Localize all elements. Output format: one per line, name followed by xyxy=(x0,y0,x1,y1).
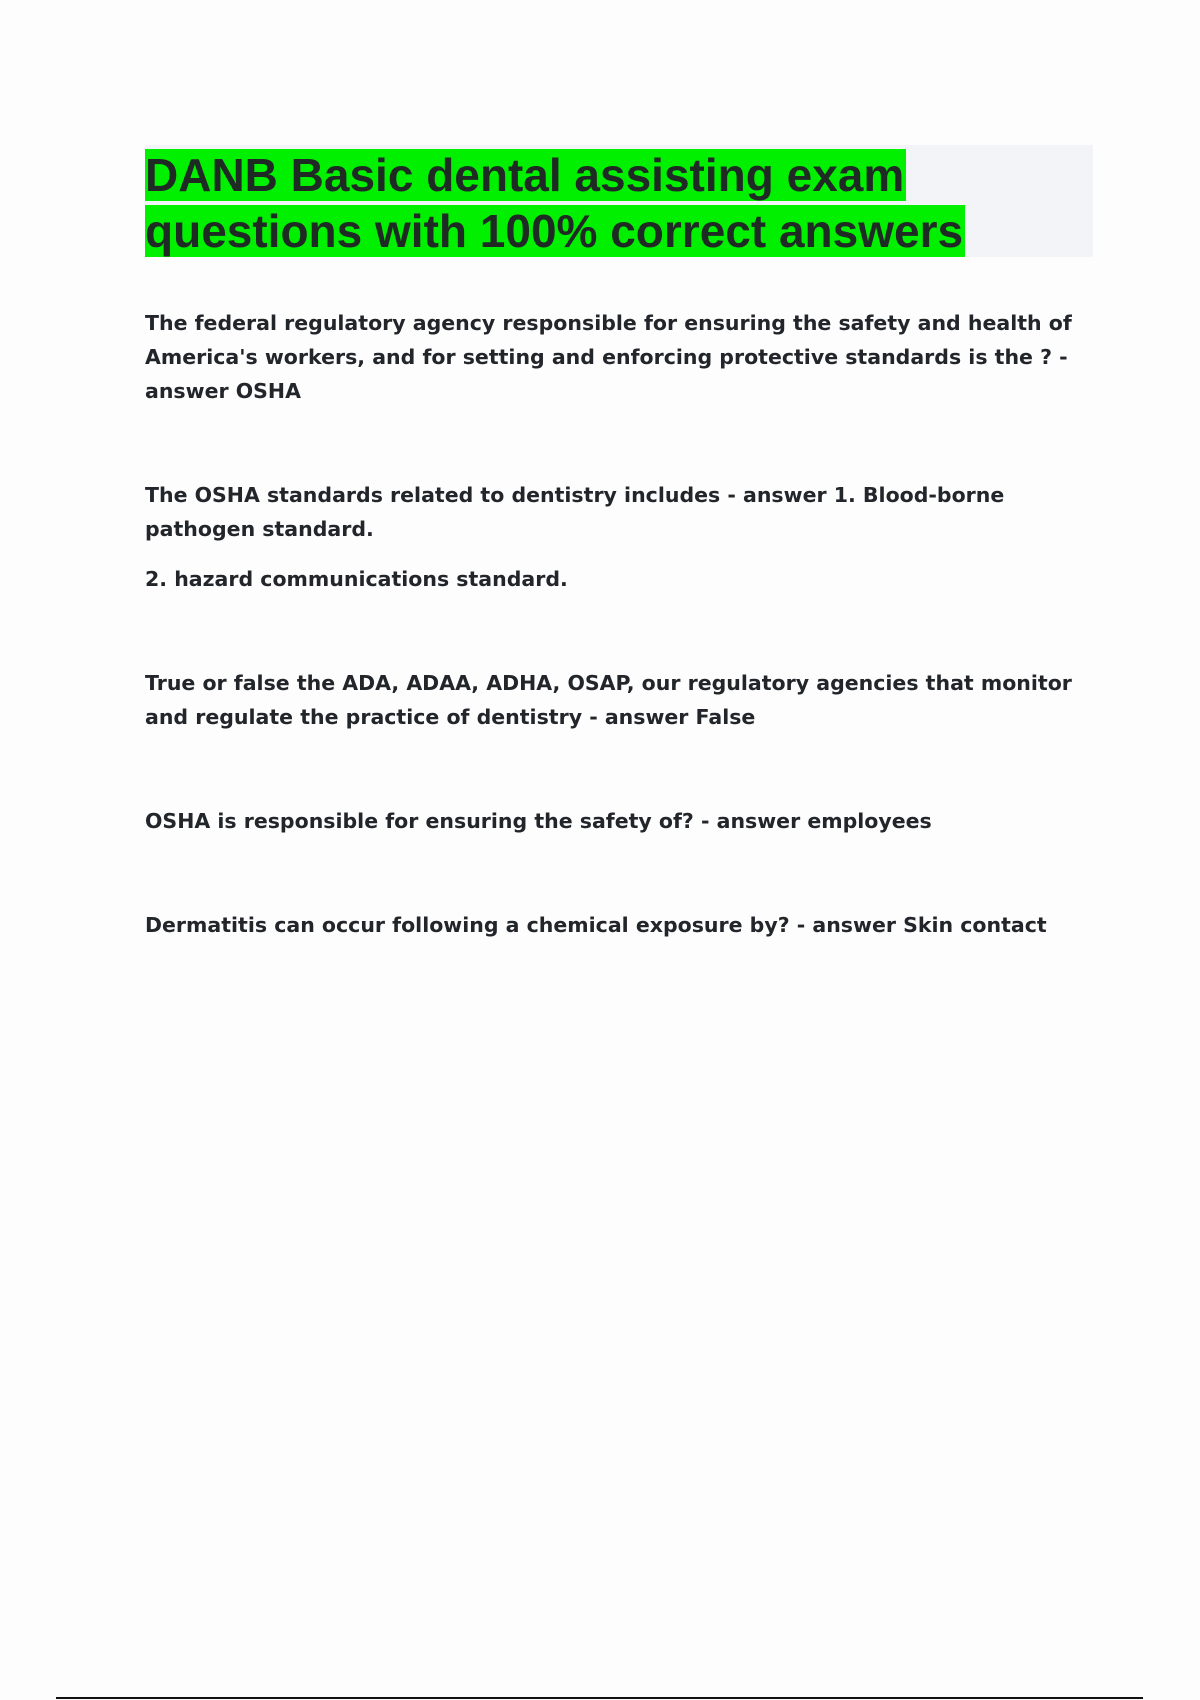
footer-divider xyxy=(56,1697,1143,1699)
qa-item-2 xyxy=(145,478,1085,596)
qa-text: The OSHA standards related to dentistry includes - answer 1. Blood-borne pathogen standard. xyxy=(145,483,1005,541)
qa-text: The federal regulatory agency responsible for ensuring the safety and health of America's workers, and for setting and enforcing protective standards is the ? - answer OSHA xyxy=(145,311,1072,403)
qa-list xyxy=(145,306,1085,1012)
qa-item-5 xyxy=(145,908,1085,942)
qa-item-3 xyxy=(145,666,1085,734)
document-title xyxy=(145,147,1075,259)
qa-text: True or false the ADA, ADAA, ADHA, OSAP, our regulatory agencies that monitor and regulate the practice of dentistry - answer False xyxy=(145,671,1072,729)
qa-item-4 xyxy=(145,804,1085,838)
qa-item-1 xyxy=(145,306,1085,408)
qa-text: Dermatitis can occur following a chemical exposure by? - answer Skin contact xyxy=(145,913,1047,937)
qa-continuation: 2. hazard communications standard. xyxy=(145,567,568,591)
title-highlight: DANB Basic dental assisting exam questions with 100% correct answers xyxy=(145,149,964,257)
qa-text: OSHA is responsible for ensuring the safety of? - answer employees xyxy=(145,809,932,833)
